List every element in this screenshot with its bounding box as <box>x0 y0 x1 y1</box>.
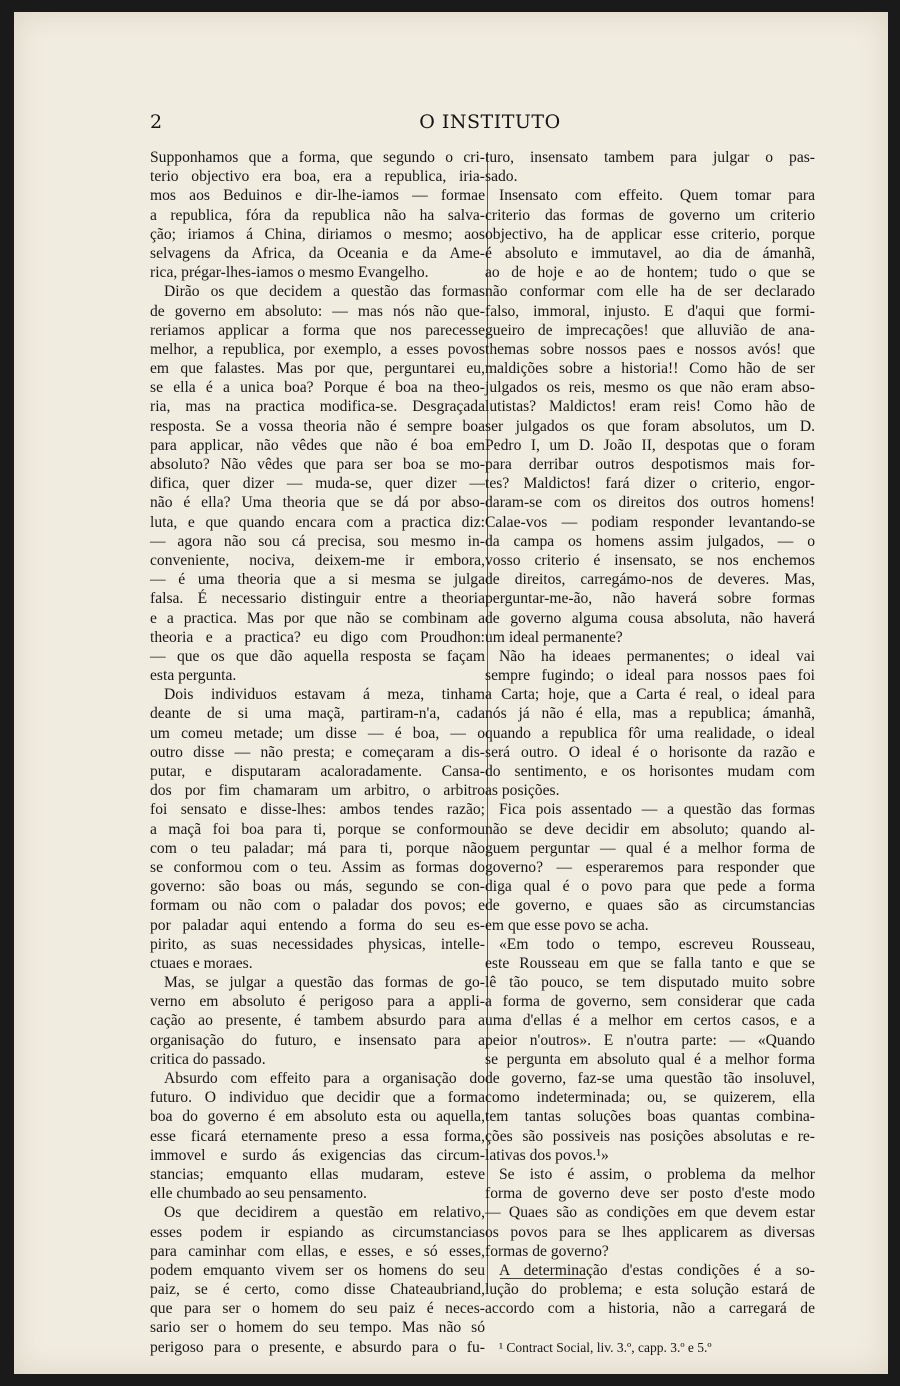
text-line: absoluto? Não vêdes que para ser boa se mo- <box>150 456 485 473</box>
text-line: julgados os reis, mesmo os que não eram abso- <box>485 379 815 397</box>
page-number: 2 <box>150 111 163 133</box>
text-line: criterio das formas de governo um criterio <box>485 206 815 224</box>
text-line: elle chumbado ao seu pensamento. <box>150 1185 367 1203</box>
text-line: ria, mas na practica modifica-se. Desgraçada <box>150 398 485 416</box>
page-header <box>150 111 830 137</box>
text-line: Absurdo com effeito para a organisação do <box>164 1070 485 1087</box>
text-line: formas de governo? <box>485 1242 609 1260</box>
text-line: Se isto é assim, o problema da melhor <box>499 1165 815 1183</box>
text-line: de direitos, carregámo-nos de deveres. Mas, <box>485 571 815 589</box>
text-line: em que falastes. Mas por que, perguntarei eu, <box>150 360 485 378</box>
text-line: theoria e a practica? eu digo com Proudhon: <box>150 628 485 646</box>
text-line: accordo com a historia, não a carregará de <box>485 1300 815 1318</box>
text-line: não se deve decidir em absoluto; quando al- <box>485 820 815 838</box>
text-line: peior n'outros». E n'outra parte: — «Quando <box>485 1031 815 1049</box>
text-line: a republica, fóra da republica não ha salva- <box>150 206 485 224</box>
text-line: de governo, faz-se uma questão tão insoluvel, <box>485 1070 815 1087</box>
text-line: melhor, a republica, por exemplo, a esses povos <box>150 340 485 358</box>
text-line: reriamos applicar a forma que nos parecesse <box>150 321 485 339</box>
text-line: mos aos Beduinos e dir-lhe-iamos — formae <box>150 187 485 205</box>
text-line: como indeterminada; ou, se quizerem, ella <box>485 1089 815 1107</box>
text-line: Não ha ideaes permanentes; o ideal vai <box>499 647 815 665</box>
text-line: não conformar com elle ha de ser declarado <box>485 283 815 301</box>
text-line: Os que decidirem a questão em relativo, <box>164 1204 485 1222</box>
text-line: resposta. Se a vossa theoria não é sempre boa <box>150 417 485 435</box>
text-line: os povos para se lhes applicarem as diversas <box>485 1223 815 1241</box>
text-line: esses podem ir espiando as circumstancias <box>150 1223 485 1241</box>
text-line: outro disse — não presta; e começaram a dis- <box>150 743 485 761</box>
text-line: a Carta; hoje, que a Carta é real, o ideal para <box>485 686 815 704</box>
text-line: rica, prégar-lhes-iamos o mesmo Evangelho. <box>150 264 429 282</box>
text-line: verno em absoluto é perigoso para a appli- <box>150 993 485 1011</box>
text-line: ser julgados os que foram absolutos, um D. <box>485 417 815 435</box>
text-line: «Em todo o tempo, escreveu Rousseau, <box>499 935 815 953</box>
text-line: gueiro de imprecações! que alluvião de ana- <box>485 321 815 339</box>
text-line: para caminhar com ellas, e esses, e só esses, <box>150 1242 485 1260</box>
text-line <box>485 1318 815 1337</box>
text-line: ções são possiveis nas posições absolutas e re- <box>485 1127 815 1145</box>
text-line: da campa os homens assim julgados, — o <box>485 532 815 550</box>
text-line: — que os que dão aquella resposta se façam <box>150 647 485 665</box>
text-line: ção; iriamos á China, diriamos o mesmo; aos <box>150 225 485 243</box>
text-line: paiz, se é certo, como disse Chateaubriand, <box>150 1281 485 1299</box>
text-line: este Rousseau em que se falla tanto e que se <box>485 954 815 972</box>
text-line: uma d'ellas é a melhor em certos casos, e a <box>485 1012 815 1030</box>
text-line: Fica pois assentado — a questão das formas <box>499 801 815 819</box>
text-line: stancias; emquanto ellas mudaram, esteve <box>150 1165 485 1183</box>
right-column <box>485 148 815 1357</box>
text-line: falso, immoral, injusto. E d'aqui que formi- <box>485 302 815 320</box>
text-line: se pergunta em absoluto qual é a melhor forma <box>485 1050 815 1068</box>
text-line: que para ser o homem do seu paiz é neces- <box>150 1300 485 1318</box>
text-line: immovel e surdo ás exigencias das circum- <box>150 1146 485 1164</box>
text-line: turo, insensato tambem para julgar o pas- <box>485 149 815 166</box>
text-line: de governo em absoluto: — mas nós não que- <box>150 302 485 320</box>
text-line: sario ser o homem do seu tempo. Mas não só <box>150 1319 485 1337</box>
text-line: nós já não é ella, mas a republica; ámanhã, <box>485 705 815 723</box>
text-line: themas sobre nossos paes e nossos avós! que <box>485 340 815 358</box>
text-line: Insensato com effeito. Quem tomar para <box>499 187 815 205</box>
text-line: selvagens da Africa, da Oceania e da Ame- <box>150 244 485 262</box>
text-line: para derribar outros despotismos mais for- <box>485 456 815 473</box>
text-line: por paladar aqui entendo a forma do seu es- <box>150 916 485 934</box>
text-line: objectivo, ha de applicar esse criterio, porque <box>485 225 815 243</box>
text-line: podem emquanto vivem ser os homens do seu <box>150 1261 485 1279</box>
text-line: governo? — esperaremos para responder que <box>485 858 815 876</box>
text-line: a maçã foi boa para ti, porque se conformou <box>150 820 485 838</box>
text-line: lativas dos povos.¹» <box>485 1146 609 1164</box>
text-line: um ideal permanente? <box>485 628 623 646</box>
text-line: conveniente, nociva, deixem-me ir embora, <box>150 551 485 569</box>
text-line: Dois individuos estavam á meza, tinham <box>164 686 485 704</box>
text-line: pirito, as suas necessidades physicas, intelle- <box>150 935 485 953</box>
text-line: forma de governo deve ser posto d'este modo <box>485 1185 815 1203</box>
text-line: foi sensato e disse-lhes: ambos tendes razão; <box>150 801 485 819</box>
text-line: putar, e disputaram acaloradamente. Cansa- <box>150 763 485 780</box>
text-line: será outro. O ideal é o horisonte da razão e <box>485 743 815 761</box>
text-line: para applicar, não vêdes que não é boa em <box>150 436 485 454</box>
text-line: — agora não sou cá precisa, sou mesmo in- <box>150 532 485 550</box>
text-line: tem tantas soluções boas quantas combina- <box>485 1108 815 1126</box>
text-line: Mas, se julgar a questão das formas de go- <box>164 974 485 992</box>
text-line: é absoluto e immutavel, ao dia de ámanhã, <box>485 244 815 262</box>
text-line: daram-se com os direitos dos outros homens! <box>485 494 815 512</box>
text-line: Dirão os que decidem a questão das formas <box>164 283 485 301</box>
text-line: um comeu metade; um disse — é boa, — o <box>150 724 485 742</box>
text-line: de governo, e quaes são as circumstancias <box>485 897 815 915</box>
text-line: tes? Maldictos! fará dizer o criterio, engor- <box>485 475 815 493</box>
text-line: guem perguntar — qual é a melhor forma de <box>485 839 815 857</box>
text-line: ¹ Contract Social, liv. 3.º, capp. 3.º e 5.º <box>499 1339 712 1355</box>
text-line: dos por fim chamaram um arbitro, o arbitro <box>150 782 485 800</box>
text-line: deante de si uma maçã, partiram-n'a, cada <box>150 705 485 723</box>
text-line: boa do governo é em absoluto esta ou aquella, <box>150 1108 485 1126</box>
text-line: diga qual é o povo para que pede a forma <box>485 878 815 896</box>
text-line: ao de hoje e ao de hontem; tudo o que se <box>485 264 815 282</box>
text-line: lutistas? Maldictos! eram reis! Como hão de <box>485 398 815 416</box>
text-line: esse ficará eternamente preso a essa forma, <box>150 1127 485 1145</box>
text-line: ctuaes e moraes. <box>150 954 253 972</box>
text-line: perguntar-me-ão, não haverá sobre formas <box>485 590 815 608</box>
text-line: Supponhamos que a forma, que segundo o cri- <box>150 149 485 166</box>
text-line: terio objectivo era boa, era a republica, iria- <box>150 168 485 186</box>
text-line: perigoso para o presente, e absurdo para o fu- <box>150 1338 485 1356</box>
text-line: vosso criterio é insensato, se nos enchemos <box>485 551 815 569</box>
text-line: a forma de governo, sem considerar que cada <box>485 993 815 1011</box>
text-line: em que esse povo se acha. <box>485 916 649 934</box>
text-line: futuro. O individuo que decidir que a forma <box>150 1089 485 1107</box>
left-column <box>150 148 485 1357</box>
text-line: governo: são boas ou más, segundo se con- <box>150 878 485 896</box>
text-line: sempre fugindo; o ideal para nossos paes foi <box>485 667 815 685</box>
text-line: organisação do futuro, e insensato para a <box>150 1031 485 1049</box>
text-line: lução do problema; e esta solução estará de <box>485 1281 815 1299</box>
text-line: de governo alguma cousa absoluta, não haverá <box>485 609 815 627</box>
text-line: não é ella? Uma theoria que se dá por abso- <box>150 494 485 512</box>
text-line: A determinação d'estas condições é a so- <box>499 1261 815 1279</box>
text-line: critica do passado. <box>150 1050 266 1068</box>
text-line: — é uma theoria que a si mesma se julga <box>150 571 485 589</box>
text-line: difica, quer dizer — muda-se, quer dizer — <box>150 475 485 493</box>
text-line: do sentimento, e os horisontes mudam com <box>485 763 815 780</box>
text-line: se conformou com o teu. Assim as formas do <box>150 858 485 876</box>
text-line: se ella é a unica boa? Porque é boa na theo- <box>150 379 485 397</box>
text-line: Pedro I, um D. João II, despotas que o foram <box>485 436 815 454</box>
text-line: as posições. <box>485 782 560 800</box>
text-line: maldições sobre a historia!! Como hão de ser <box>485 360 815 378</box>
text-line: cação ao presente, é tambem absurdo para a <box>150 1012 485 1030</box>
running-title: O INSTITUTO <box>419 111 561 133</box>
text-line: falsa. É necessario distinguir entre a theoria <box>150 590 485 608</box>
text-line: e a practica. Mas por que não se combinam a <box>150 609 485 627</box>
text-line: com o teu paladar; má para ti, porque não <box>150 839 485 857</box>
text-line: sado. <box>485 168 518 186</box>
text-line: quando a republica fôr uma realidade, o ideal <box>485 724 815 742</box>
text-line: Calae-vos — podiam responder levantando-se <box>485 513 815 531</box>
text-line: — Quaes são as condições em que devem estar <box>485 1204 815 1222</box>
text-line: luta, e que quando encara com a practica diz: <box>150 513 485 531</box>
text-line: lê tão pouco, se tem disputado muito sobre <box>485 974 815 992</box>
text-line: esta pergunta. <box>150 667 237 685</box>
text-line: formam ou não com o paladar dos povos; e <box>150 897 485 915</box>
